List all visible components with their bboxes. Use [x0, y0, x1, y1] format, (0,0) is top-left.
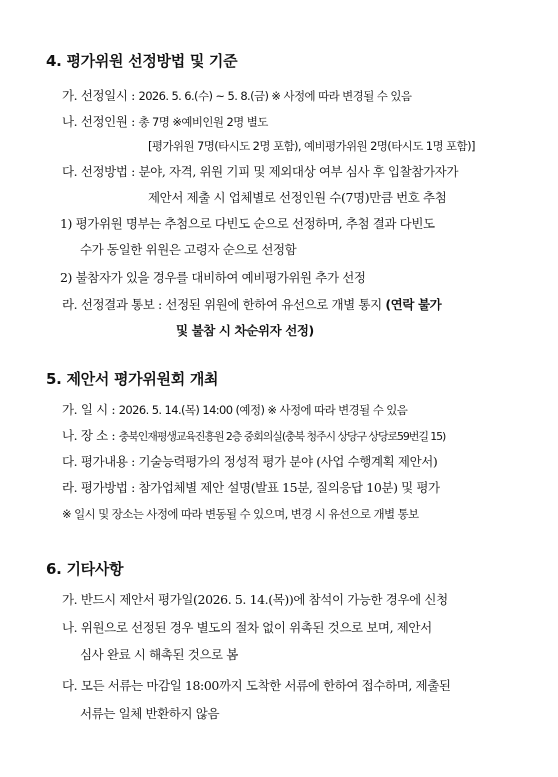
section-6-title: 6. 기타사항	[46, 560, 124, 578]
s4-item-a	[62, 86, 411, 104]
s5-item-a	[62, 400, 407, 418]
section-5-title: 5. 제안서 평가위원회 개최	[46, 370, 219, 388]
s5-item-c: 다. 평가내용 : 기술능력평가의 정성적 평가 분야 (사업 수행계획 제안서)	[62, 454, 438, 469]
s4-item-b-label: 나. 선정인원 :	[62, 114, 139, 129]
s4-item-d-emphasis-1: (연락 불가	[385, 297, 442, 312]
s5-item-a-label: 가. 일 시 :	[62, 402, 119, 417]
s6-item-a: 가. 반드시 제안서 평가일(2026. 5. 14.(목))에 참석이 가능한 경우에 신청	[62, 592, 448, 607]
s4-item-c-line1: 다. 선정방법 : 분야, 자격, 위원 기피 및 제외대상 여부 심사 후 입찰참가자가	[62, 164, 458, 179]
section-4-title: 4. 평가위원 선정방법 및 기준	[46, 52, 238, 70]
s6-item-c-line2: 서류는 일체 반환하지 않음	[80, 706, 220, 721]
s4-item-a-value: 2026. 5. 6.(수) ~ 5. 8.(금) ※ 사정에 따라 변경될 수 있음	[138, 89, 412, 103]
s5-item-a-value: 2026. 5. 14.(목) 14:00 (예정) ※ 사정에 따라 변경될 수 있음	[118, 403, 408, 417]
s4-item-d	[62, 295, 441, 313]
s5-item-b-value: 충북인재평생교육진흥원 2층 중회의실(충북 청주시 상당구 상당로59번길 15)	[118, 430, 446, 443]
s4-item-d-emphasis-2: 및 불참 시 차순위자 선정)	[176, 323, 314, 338]
s5-item-b	[62, 426, 445, 444]
s4-item-a-label: 가. 선정일시 :	[62, 88, 139, 103]
s4-item-b-value: 총 7명 ※예비인원 2명 별도	[138, 115, 268, 129]
s5-item-b-label: 나. 장 소 :	[62, 428, 119, 443]
s4-note-1-line2: 수가 동일한 위원은 고령자 순으로 선정함	[80, 242, 297, 257]
s4-item-d-text: 라. 선정결과 통보 : 선정된 위원에 한하여 유선으로 개별 통지	[62, 297, 386, 312]
s5-item-d: 라. 평가방법 : 참가업체별 제안 설명(발표 15분, 질의응답 10분) 및 평가	[62, 480, 440, 495]
s6-item-b-line2: 심사 완료 시 해촉된 것으로 봄	[80, 647, 238, 662]
s4-note-1-line1: 1) 평가위원 명부는 추첨으로 다빈도 순으로 선정하며, 추첨 결과 다빈도	[60, 216, 435, 231]
s6-item-c-line1: 다. 모든 서류는 마감일 18:00까지 도착한 서류에 한하여 접수하며, 제출된	[62, 678, 451, 693]
s5-note: ※ 일시 및 장소는 사정에 따라 변동될 수 있으며, 변경 시 유선으로 개별 통보	[62, 507, 419, 521]
s4-note-2: 2) 불참자가 있을 경우를 대비하여 예비평가위원 추가 선정	[60, 270, 366, 285]
s6-item-b-line1: 나. 위원으로 선정된 경우 별도의 절차 없이 위촉된 것으로 보며, 제안서	[62, 620, 432, 635]
s4-item-b-detail: [평가위원 7명(타시도 2명 포함), 예비평가위원 2명(타시도 1명 포함)]	[148, 139, 475, 153]
s4-item-b	[62, 112, 268, 130]
s4-item-c-line2: 제안서 제출 시 업체별로 선정인원 수(7명)만큼 번호 추첨	[148, 190, 447, 205]
